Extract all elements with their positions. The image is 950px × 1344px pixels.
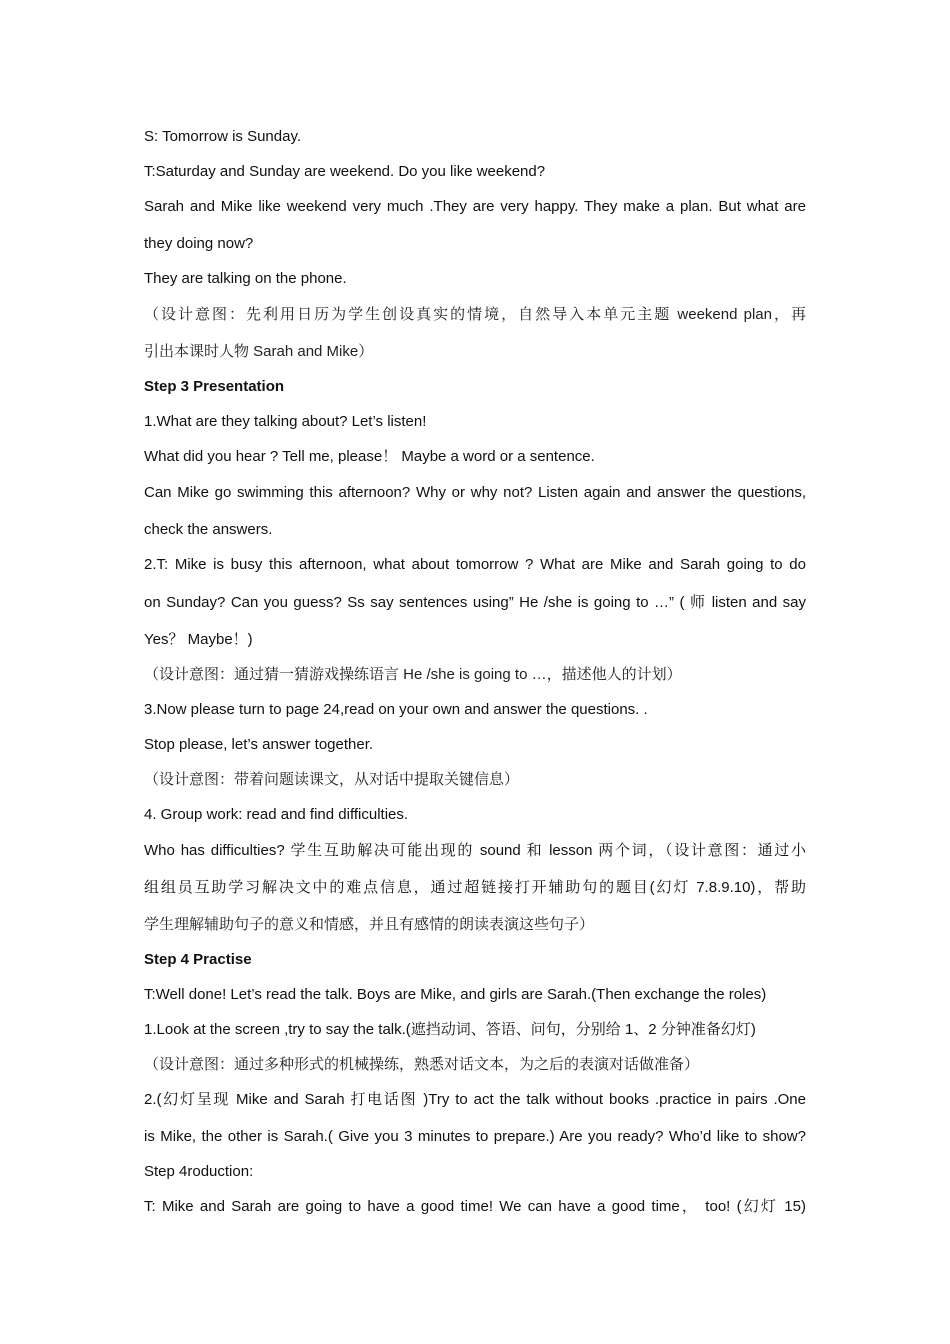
design-intent-note: （设计意图：带着问题读课文，从对话中提取关键信息） [144, 771, 520, 788]
text-line: What did you hear ? Tell me, please！ Maybe a word or a sentence. [144, 448, 595, 465]
design-intent-note: 组组员互助学习解决文中的难点信息，通过超链接打开辅助句的题目(幻灯 7.8.9.10)，帮助 [144, 879, 806, 896]
step-heading: Step 4 Practise [144, 951, 252, 968]
text-line: 2.T: Mike is busy this afternoon, what about tomorrow ? What are Mike and Sarah going to do [144, 556, 806, 573]
text-line: S: Tomorrow is Sunday. [144, 128, 302, 145]
design-intent-note: 引出本课时人物 Sarah and Mike） [144, 343, 374, 360]
text-line: 2.(幻灯呈现 Mike and Sarah 打电话图 )Try to act the talk without books .practice in pairs .One [144, 1091, 806, 1108]
text-line: 1.Look at the screen ,try to say the talk.(遮挡动词、答语、问句，分别给 1、2 分钟准备幻灯) [144, 1021, 756, 1038]
text-line: T:Saturday and Sunday are weekend. Do you like weekend? [144, 163, 546, 180]
text-line: 4. Group work: read and find difficulties. [144, 806, 409, 823]
design-intent-note: 学生理解辅助句子的意义和情感，并且有感情的朗读表演这些句子） [144, 916, 595, 933]
text-line: Yes？ Maybe！) [144, 631, 253, 648]
text-line: they doing now? [144, 235, 254, 252]
step-heading: Step 4roduction: [144, 1163, 254, 1180]
step-heading: Step 3 Presentation [144, 378, 285, 395]
text-line: on Sunday? Can you guess? Ss say sentences using” He /she is going to …” ( 师 listen and say [144, 594, 806, 611]
design-intent-note: （设计意图：通过多种形式的机械操练，熟悉对话文本，为之后的表演对话做准备） [144, 1056, 700, 1073]
text-line: T: Mike and Sarah are going to have a good time! We can have a good time， too! (幻灯 15) [144, 1198, 806, 1215]
text-line: Can Mike go swimming this afternoon? Why or why not? Listen again and answer the questions, [144, 484, 806, 501]
design-intent-note: （设计意图：通过猜一猜游戏操练语言 He /she is going to …，描述他人的计划） [144, 666, 682, 683]
text-line: 1.What are they talking about? Let’s listen! [144, 413, 427, 430]
text-line: check the answers. [144, 521, 273, 538]
text-line: Sarah and Mike like weekend very much .They are very happy. They make a plan. But what are [144, 198, 806, 215]
text-line: 3.Now please turn to page 24,read on your own and answer the questions. . [144, 701, 648, 718]
text-line: T:Well done! Let’s read the talk. Boys are Mike, and girls are Sarah.(Then exchange the roles) [144, 986, 767, 1003]
text-line: Who has difficulties? 学生互助解决可能出现的 sound 和 lesson 两个词，（设计意图：通过小 [144, 842, 806, 859]
text-line: Stop please, let’s answer together. [144, 736, 374, 753]
text-line: They are talking on the phone. [144, 270, 347, 287]
design-intent-note: （设计意图：先利用日历为学生创设真实的情境，自然导入本单元主题 weekend plan，再 [144, 306, 806, 323]
text-line: is Mike, the other is Sarah.( Give you 3 minutes to prepare.) Are you ready? Who’d like to show? [144, 1128, 806, 1145]
